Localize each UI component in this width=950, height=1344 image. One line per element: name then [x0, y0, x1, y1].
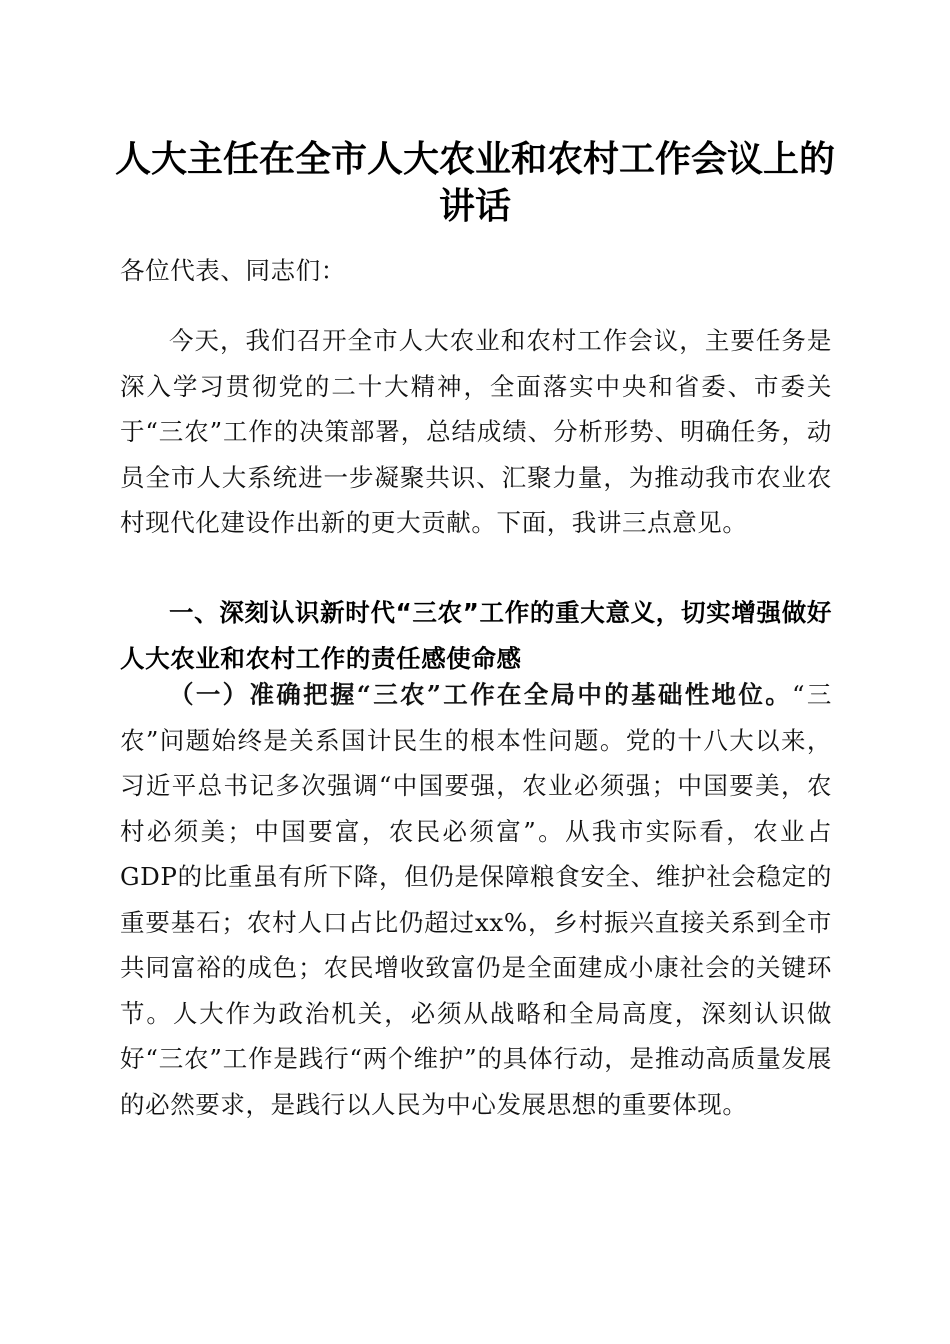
subsection-1-heading: （一）准确把握“三农”工作在全局中的基础性地位。 — [169, 680, 793, 709]
salutation: 各位代表、同志们： — [120, 256, 346, 285]
document-title-line-1: 人大主任在全市人大农业和农村工作会议上的 — [114, 138, 835, 180]
subsection-1-paragraph — [120, 672, 832, 1127]
section-1-heading: 一、深刻认识新时代“三农”工作的重大意义，切实增强做好人大农业和农村工作的责任感使命感 — [120, 598, 832, 673]
subsection-1-body: “三农”问题始终是关系国计民生的根本性问题。党的十八大以来，习近平总书记多次强调“中国要强，农业必须强；中国要美，农村必须美；中国要富，农民必须富”。从我市实际看，农业占GDP的比重虽有所下降，但仍是保障粮食安全、维护社会稳定的重要基石；农村人口占比仍超过xx%，乡村振兴直接关系到全市共同富裕的成色；农民增收致富仍是全面建成小康社会的关键环节。人大作为政治机关，必须从战略和全局高度，深刻认识做好“三农”工作是践行“两个维护”的具体行动，是推动高质量发展的必然要求，是践行以人民为中心发展思想的重要体现。 — [120, 680, 832, 1119]
document-title-line-2: 讲话 — [438, 185, 511, 227]
opening-paragraph: 今天，我们召开全市人大农业和农村工作会议，主要任务是深入学习贯彻党的二十大精神，全面落实中央和省委、市委关于“三农”工作的决策部署，总结成绩、分析形势、明确任务，动员全市人大系统进一步凝聚共识、汇聚力量，为推动我市农业农村现代化建设作出新的更大贡献。下面，我讲三点意见。 — [120, 326, 832, 537]
